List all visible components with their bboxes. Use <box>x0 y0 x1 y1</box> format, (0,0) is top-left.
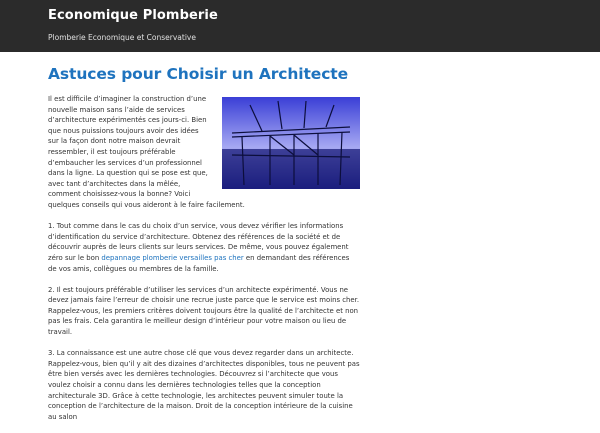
paragraph-point-1-end: en demandant des références de vos amis, collègues ou membres de la famille. <box>48 253 350 273</box>
paragraph-point-1-start: 1. Tout comme dans le cas du choix d’un service, vous devez vérifier les informations d’identification du service d’architecture. Obtenez des références de la société et de découvrir auprès de leurs clients sur leurs services. De même, vous pouvez également zéro sur le bon <box>48 222 349 262</box>
plumbing-link[interactable]: depannage plomberie versailles pas cher <box>101 253 244 262</box>
architecture-photo <box>222 97 360 189</box>
article-body <box>48 94 360 433</box>
paragraph-intro <box>48 94 360 211</box>
paragraph-point-1 <box>48 221 360 274</box>
architecture-photo-graphic <box>222 97 360 189</box>
site-title[interactable]: Economique Plomberie <box>48 8 218 23</box>
site-description: Plomberie Economique et Conservative <box>48 33 196 42</box>
article-title[interactable]: Astuces pour Choisir un Architecte <box>48 65 349 83</box>
site-header <box>0 0 600 52</box>
paragraph-intro-text: Il est difficile d’imaginer la construction d’une nouvelle maison sans l’aide de services d’architecture expérimentés ces jours-ci. Bien que nous puissions toujours avoir des idées sur la façon dont notre maison devrait ressembler, il est toujours préférable d’embaucher les services d’un professionnel dans la ligne. La question qui se pose est que, avec tant d’architectes dans la mêlée, comment choisissez-vous la bonne? Voici quelques conseils qui vous aideront à le faire facilement. <box>48 95 245 209</box>
paragraph-point-2: 2. Il est toujours préférable d’utiliser les services d’un architecte expérimenté. Vous ne devez jamais faire l’erreur de choisir une recrue juste parce que le service est moins cher. Rappelez-vous, les premiers critères doivent toujours être la qualité de l’architecte et non pas les frais. Cela garantira le meilleur design d’intérieur pour votre maison ou lieu de travail. <box>48 285 360 337</box>
article <box>48 52 360 421</box>
paragraph-point-3: 3. La connaissance est une autre chose clé que vous devez regarder dans un architecte. Rappelez-vous, bien qu’il y ait des dizaines d’architectes disponibles, tous ne peuvent pas être bien versés avec les dernières technologies. Découvrez si l’architecte que vous voulez choisir a connu dans les dernières technologies telles que la conception architecturale 3D. Grâce à cette technologie, les architectes peuvent simuler toute la conception de l’architecture de la maison. Droit de la conception intérieure de la cuisine au salon <box>48 349 360 421</box>
